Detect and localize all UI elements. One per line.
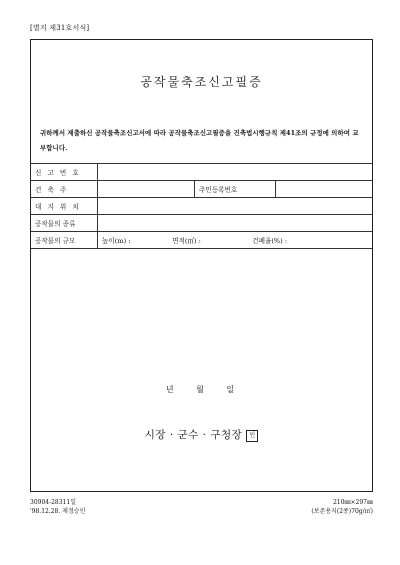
- table-row: [31, 181, 372, 198]
- footer-left: [30, 498, 85, 516]
- resident-number-label: 주민등록번호: [195, 181, 276, 198]
- approval-note: '98.12.28. 제정승인: [30, 508, 86, 515]
- table-row: [31, 215, 372, 232]
- table-row: [31, 164, 372, 181]
- table-row: [31, 232, 372, 249]
- paper-size: 210㎜×297㎜: [333, 499, 373, 506]
- seal-mark: 인: [246, 430, 258, 442]
- issuer-line: [31, 427, 372, 442]
- certificate-title: 공작물축조신고필증: [140, 75, 263, 89]
- height-field: 높이(m) :: [102, 237, 131, 245]
- resident-number-value: [276, 181, 373, 198]
- issuer-title: 시장 · 군수 · 구청장: [144, 429, 243, 441]
- structure-scale-value: [98, 232, 373, 249]
- site-location-value: [98, 198, 373, 215]
- structure-type-label: 공작물의 종류: [31, 215, 98, 232]
- certificate-table: [31, 163, 372, 249]
- issue-date-line: 년 월 일: [165, 385, 238, 394]
- issuance-notice: 귀하께서 제출하신 공작물축조신고서에 따라 공작물축조신고필증을 건축법시행규칙 제41조의 규정에 의하여 교부합니다.: [40, 129, 359, 152]
- builder-label: 건 축 주: [31, 181, 98, 198]
- form-number-label: [별지 제31호서식]: [30, 24, 90, 32]
- certificate-frame: [30, 39, 373, 492]
- form-code: 30904-28311일: [30, 499, 76, 506]
- builder-value: [98, 181, 195, 198]
- paper-type: (보존용지(2종)70g/㎡): [311, 508, 373, 515]
- footer-right: [311, 498, 373, 516]
- table-row: [31, 198, 372, 215]
- coverage-field: 건폐율(%) :: [252, 237, 288, 245]
- report-number-label: 신 고 번 호: [31, 164, 98, 181]
- structure-type-value: [98, 215, 373, 232]
- structure-scale-label: 공작물의 규모: [31, 232, 98, 249]
- report-number-value: [98, 164, 373, 181]
- area-field: 면적(㎡) :: [172, 237, 201, 245]
- site-location-label: 대 지 위 치: [31, 198, 98, 215]
